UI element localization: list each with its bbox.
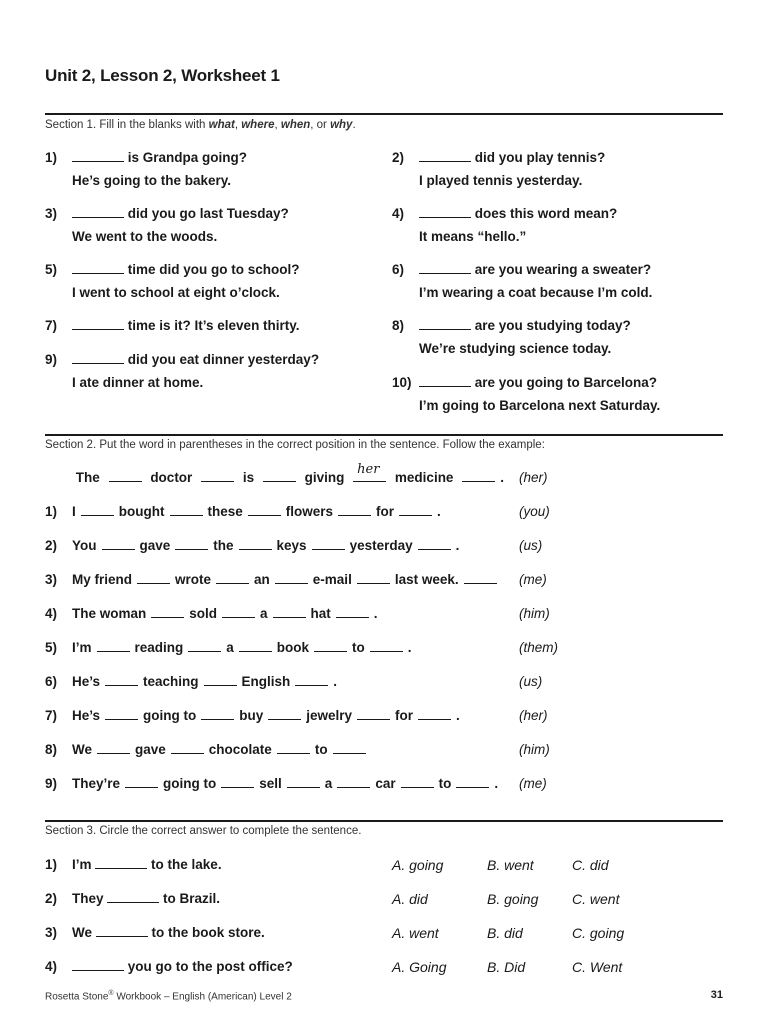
question-number: 8) <box>392 318 405 333</box>
option-b[interactable]: B. going <box>487 891 539 907</box>
blank[interactable] <box>333 742 366 754</box>
question-number: 3) <box>45 206 58 221</box>
blank[interactable] <box>418 708 451 720</box>
blank[interactable] <box>338 504 371 516</box>
blank[interactable] <box>125 776 158 788</box>
section2-sentence <box>45 572 502 587</box>
blank[interactable] <box>248 504 281 516</box>
blank[interactable] <box>357 572 390 584</box>
answer-blank[interactable] <box>72 206 124 218</box>
question-text: did you go last Tuesday? <box>127 206 289 221</box>
section-divider <box>45 434 723 436</box>
answer-blank[interactable] <box>95 857 147 869</box>
question-number: 7) <box>45 318 58 333</box>
question-number: 5) <box>45 262 58 277</box>
blank[interactable] <box>462 470 495 482</box>
sentence-word: these <box>207 504 243 519</box>
sentence-word: teaching <box>143 674 199 689</box>
parenthesis-word: (them) <box>519 640 559 655</box>
parenthesis-word: (him) <box>519 742 550 757</box>
answer-text: I went to school at eight o’clock. <box>72 284 280 300</box>
sentence-word: a <box>226 640 234 655</box>
sentence-word: book <box>276 640 310 655</box>
sentence-word: to <box>352 640 365 655</box>
section2-sentence <box>45 504 441 519</box>
parenthesis-word: (us) <box>519 538 543 553</box>
sentence-word: We <box>72 742 93 757</box>
section2-sentence <box>45 674 337 689</box>
question-text: are you going to Barcelona? <box>474 375 658 390</box>
sentence-word: wrote <box>175 572 212 587</box>
sentence-word: going to <box>143 708 197 723</box>
parenthesis-word: (her) <box>519 708 548 723</box>
sentence-end: . <box>494 776 499 791</box>
sentence-word: chocolate <box>208 742 272 757</box>
sentence-word: English <box>241 674 291 689</box>
question-number: 9) <box>45 352 58 367</box>
sentence-word: bought <box>118 504 165 519</box>
sentence-word: I’m <box>72 640 92 655</box>
sentence-word: yesterday <box>349 538 413 553</box>
question-number: 1) <box>45 857 58 872</box>
section1-question <box>392 259 652 304</box>
option-c[interactable]: C. Went <box>572 959 623 975</box>
sentence-word: He’s <box>72 708 101 723</box>
question-text: are you studying today? <box>474 318 631 333</box>
sentence-word: hat <box>310 606 331 621</box>
question-text: is Grandpa going? <box>127 150 248 165</box>
question-number: 3) <box>45 925 58 940</box>
blank[interactable] <box>201 708 234 720</box>
answer-text: It means “hello.” <box>419 228 527 244</box>
answer-blank[interactable] <box>107 891 159 903</box>
option-a[interactable]: A. did <box>392 891 428 907</box>
parenthesis-word: (him) <box>519 606 550 621</box>
question-number: 2) <box>45 538 58 553</box>
sentence-end: . <box>333 674 338 689</box>
option-a[interactable]: A. going <box>392 857 444 873</box>
sentence-end: . <box>407 640 412 655</box>
sentence-word: going to <box>163 776 217 791</box>
example-word: (her) <box>519 470 548 485</box>
blank[interactable] <box>418 538 451 550</box>
blank[interactable] <box>97 742 130 754</box>
answer-text: We went to the woods. <box>72 228 218 244</box>
sentence-start: They <box>72 891 104 906</box>
question-text: time did you go to school? <box>127 262 300 277</box>
example-sentence: The doctor is giving her medicine . <box>75 462 504 485</box>
question-text: did you play tennis? <box>474 150 606 165</box>
question-number: 2) <box>45 891 58 906</box>
sentence-word: I <box>72 504 76 519</box>
sentence-word: sell <box>259 776 282 791</box>
answer-text: I’m going to Barcelona next Saturday. <box>419 397 661 413</box>
question-number: 6) <box>392 262 405 277</box>
answer-blank[interactable] <box>419 206 471 218</box>
sentence-word: buy <box>239 708 264 723</box>
sentence-word: to <box>438 776 452 791</box>
blank[interactable] <box>287 776 320 788</box>
answer-blank[interactable] <box>72 150 124 162</box>
blank[interactable] <box>221 776 254 788</box>
section-divider <box>45 113 723 115</box>
sentence-word: e-mail <box>312 572 352 587</box>
blank[interactable] <box>204 674 237 686</box>
sentence-word: You <box>72 538 97 553</box>
section2-sentence <box>45 606 378 621</box>
sentence-end: . <box>456 708 460 723</box>
question-number: 2) <box>392 150 405 165</box>
blank[interactable] <box>170 504 203 516</box>
sentence-end: . <box>437 504 441 519</box>
sentence-end: to Brazil. <box>163 891 221 906</box>
section2-sentence <box>45 538 459 553</box>
sentence-word: reading <box>134 640 184 655</box>
sentence-word: gave <box>135 742 166 757</box>
parenthesis-word: (us) <box>519 674 543 689</box>
sentence-word: flowers <box>285 504 334 519</box>
blank[interactable] <box>97 640 130 652</box>
section2-sentence <box>45 640 412 655</box>
blank[interactable] <box>171 742 204 754</box>
blank[interactable] <box>370 640 403 652</box>
option-b[interactable]: B. did <box>487 925 523 941</box>
option-a[interactable]: A. Going <box>392 959 447 975</box>
page-title: Unit 2, Lesson 2, Worksheet 1 <box>45 66 280 85</box>
section1-question <box>392 315 631 360</box>
section3-question <box>45 959 293 974</box>
question-number: 4) <box>45 959 58 974</box>
sentence-word: for <box>395 708 414 723</box>
section1-question <box>45 315 300 338</box>
blank[interactable] <box>314 640 347 652</box>
question-number: 10) <box>392 375 412 390</box>
blank[interactable] <box>105 708 138 720</box>
section1-question <box>392 147 605 192</box>
section1-question <box>45 203 289 248</box>
option-c[interactable]: C. went <box>572 891 620 907</box>
answer-blank[interactable] <box>419 318 471 330</box>
sentence-word: gave <box>139 538 171 553</box>
sentence-word: sold <box>189 606 218 621</box>
blank[interactable] <box>216 572 249 584</box>
section-divider <box>45 820 723 822</box>
answer-blank[interactable] <box>72 352 124 364</box>
sentence-word: an <box>254 572 270 587</box>
section2-sentence <box>45 708 460 723</box>
section2-sentence <box>45 742 371 757</box>
answer-blank[interactable] <box>72 959 124 971</box>
section1-question <box>392 203 617 248</box>
sentence-word: He’s <box>72 674 101 689</box>
blank[interactable] <box>102 538 135 550</box>
option-c[interactable]: C. going <box>572 925 625 941</box>
question-number: 9) <box>45 776 58 791</box>
sentence-word: a <box>260 606 268 621</box>
sentence-start: We <box>72 925 93 940</box>
option-b[interactable]: B. went <box>487 857 534 873</box>
answer-blank[interactable] <box>419 375 471 387</box>
question-number: 6) <box>45 674 58 689</box>
question-number: 1) <box>45 504 58 519</box>
answer-text: I’m wearing a coat because I’m cold. <box>419 284 653 300</box>
blank[interactable] <box>81 504 114 516</box>
blank[interactable] <box>401 776 434 788</box>
answer-blank[interactable] <box>419 150 471 162</box>
sentence-word: The woman <box>72 606 147 621</box>
question-number: 4) <box>392 206 405 221</box>
question-text: does this word mean? <box>474 206 618 221</box>
section1-question <box>392 372 660 417</box>
sentence-start: I’m <box>72 857 92 872</box>
page-number: 31 <box>710 989 723 1001</box>
question-text: did you eat dinner yesterday? <box>127 352 320 367</box>
parenthesis-word: (me) <box>519 776 547 791</box>
blank[interactable] <box>456 776 489 788</box>
answer-text: I played tennis yesterday. <box>419 172 583 188</box>
sentence-end: you go to the post office? <box>127 959 293 974</box>
filled-blank <box>353 462 386 482</box>
blank[interactable] <box>273 606 306 618</box>
question-number: 7) <box>45 708 58 723</box>
sentence-end: . <box>373 606 378 621</box>
sentence-word: the <box>213 538 234 553</box>
blank[interactable] <box>188 640 221 652</box>
question-text: are you wearing a sweater? <box>474 262 652 277</box>
blank[interactable] <box>239 640 272 652</box>
sentence-word: a <box>324 776 333 791</box>
section3-question <box>45 925 265 940</box>
option-b[interactable]: B. Did <box>487 959 526 975</box>
answer-blank[interactable] <box>96 925 148 937</box>
sentence-word: jewelry <box>306 708 353 723</box>
blank[interactable] <box>336 606 369 618</box>
question-number: 5) <box>45 640 58 655</box>
blank[interactable] <box>105 674 138 686</box>
question-number: 4) <box>45 606 58 621</box>
section3-instructions: Section 3. Circle the correct answer to complete the sentence. <box>45 825 362 837</box>
sentence-end: . <box>455 538 460 553</box>
blank[interactable] <box>239 538 272 550</box>
parenthesis-word: (me) <box>519 572 547 587</box>
sentence-end: to the lake. <box>151 857 222 872</box>
section3-question <box>45 891 220 906</box>
section1-question <box>45 259 300 304</box>
answer-text: I ate dinner at home. <box>72 374 204 390</box>
blank[interactable] <box>275 572 308 584</box>
sentence-word: to <box>314 742 328 757</box>
blank[interactable] <box>337 776 370 788</box>
option-c[interactable]: C. did <box>572 857 609 873</box>
answer-text: We’re studying science today. <box>419 340 612 356</box>
option-a[interactable]: A. went <box>392 925 439 941</box>
parenthesis-word: (you) <box>519 504 550 519</box>
blank[interactable] <box>109 470 142 482</box>
blank[interactable] <box>312 538 345 550</box>
blank[interactable] <box>201 470 234 482</box>
blank[interactable] <box>277 742 310 754</box>
answer-blank[interactable] <box>72 262 124 274</box>
sentence-word: keys <box>276 538 307 553</box>
blank[interactable] <box>175 538 208 550</box>
blank[interactable] <box>464 572 497 584</box>
question-number: 3) <box>45 572 58 587</box>
blank[interactable] <box>268 708 301 720</box>
section1-question <box>45 147 247 192</box>
footer-credit: Rosetta Stone® Workbook – English (American) Level 2 <box>45 990 292 1003</box>
sentence-word: for <box>376 504 395 519</box>
answer-blank[interactable] <box>72 318 124 330</box>
section1-question <box>45 349 319 394</box>
answer-text: He’s going to the bakery. <box>72 172 232 188</box>
blank[interactable] <box>399 504 432 516</box>
blank[interactable] <box>137 572 170 584</box>
sentence-word: They’re <box>72 776 121 791</box>
blank[interactable] <box>295 674 328 686</box>
sentence-word: car <box>375 776 396 791</box>
question-number: 1) <box>45 150 58 165</box>
blank[interactable] <box>222 606 255 618</box>
question-text: time is it? It’s eleven thirty. <box>127 318 300 333</box>
sentence-word: last week. <box>394 572 459 587</box>
blank[interactable] <box>151 606 184 618</box>
section2-sentence <box>45 776 498 791</box>
answer-blank[interactable] <box>419 262 471 274</box>
sentence-word: My friend <box>72 572 133 587</box>
section2-instructions: Section 2. Put the word in parentheses in the correct position in the sentence. Follow the example: <box>45 439 545 451</box>
blank[interactable] <box>263 470 296 482</box>
handwritten-answer: her <box>357 462 380 477</box>
question-number: 8) <box>45 742 58 757</box>
section3-question <box>45 857 222 872</box>
section1-instructions: Section 1. Fill in the blanks with what, where, when, or why. <box>45 119 356 131</box>
sentence-end: to the book store. <box>151 925 265 940</box>
blank[interactable] <box>357 708 390 720</box>
